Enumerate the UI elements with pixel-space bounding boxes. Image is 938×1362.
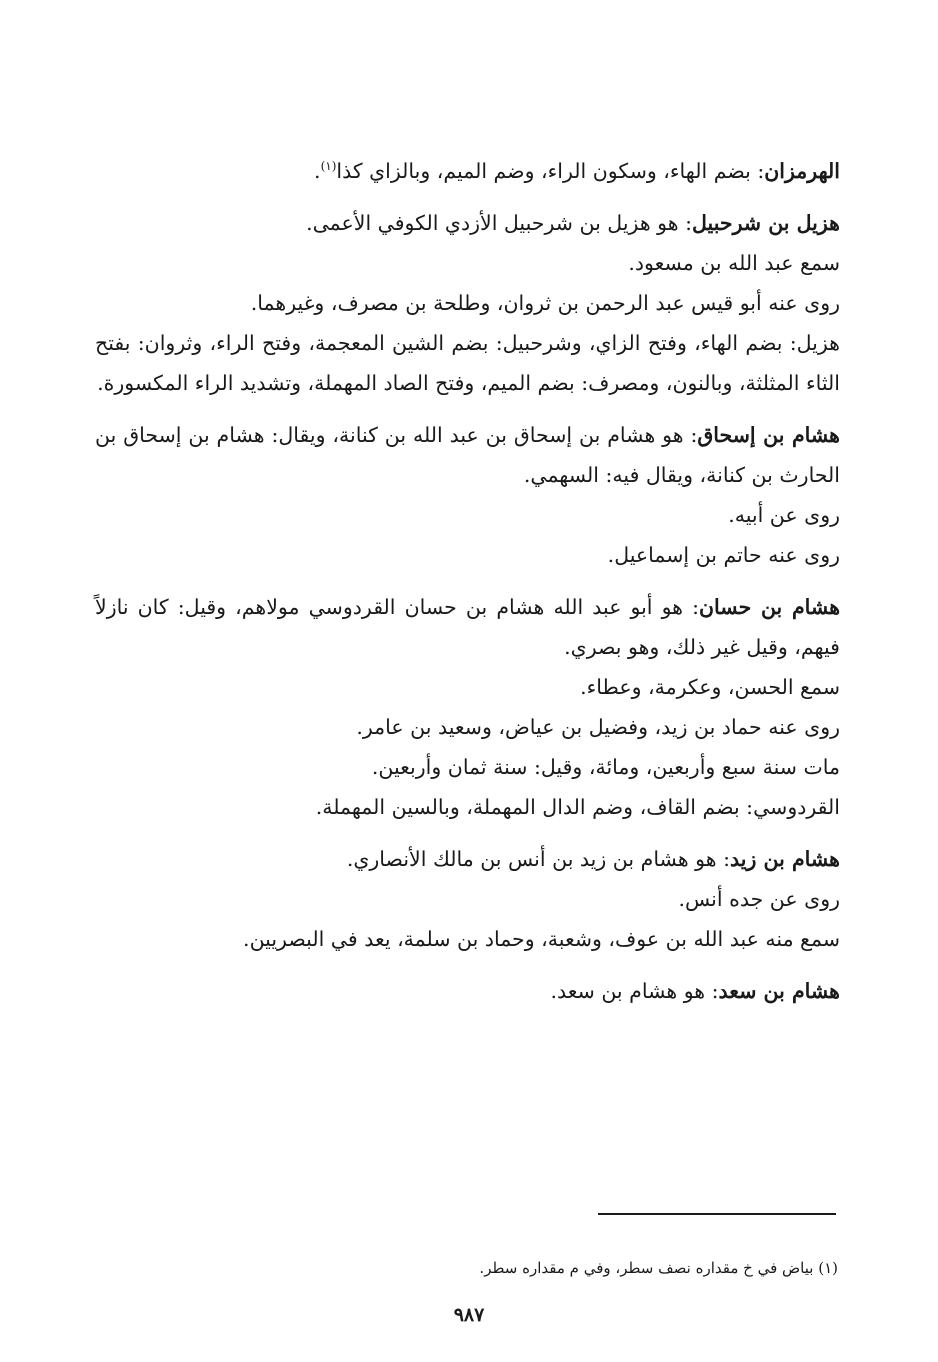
entry-line [95, 535, 840, 575]
entry-name: هشام بن زيد [730, 846, 840, 871]
main-text [95, 146, 840, 1023]
entry-text: مات سنة سبع وأربعين، ومائة، وقيل: سنة ثمان وأربعين. [371, 754, 840, 779]
entry-line [95, 787, 840, 827]
entry-name: هزيل بن شرحبيل [692, 210, 840, 235]
entry-line [95, 667, 840, 707]
entry-text: : هو هزيل بن شرحبيل الأزدي الكوفي الأعمى. [306, 210, 692, 235]
entry-text: هزيل: بضم الهاء، وفتح الزاي، وشرحبيل: بضم الشين المعجمة، وفتح الراء، وثروان: بفتح الثاء المثلثة، وبالنون، ومصرف: بضم الميم، وفتح الصاد المهملة، وتشديد الراء المكسورة. [95, 330, 840, 395]
footnote-marker: (١) [320, 159, 337, 173]
entry-name: هشام بن حسان [698, 594, 841, 619]
entry-line [95, 747, 840, 787]
footnote-separator [598, 1213, 836, 1215]
entry-text: : هو أبو عبد الله هشام بن حسان القردوسي مولاهم، وقيل: كان نازلاً فيهم، وقيل غير ذلك، وهو بصري. [95, 594, 840, 659]
footnote: (١) بياض في خ مقداره نصف سطر، وفي م مقداره سطر. [479, 1259, 838, 1277]
entry-line [95, 495, 840, 535]
entry-heading-line [95, 839, 840, 879]
entry-text: سمع الحسن، وعكرمة، وعطاء. [580, 674, 840, 699]
entry-text: سمع منه عبد الله بن عوف، وشعبة، وحماد بن سلمة، يعد في البصريين. [243, 926, 840, 951]
entry-line [95, 243, 840, 283]
entry-text: : هو هشام بن إسحاق بن عبد الله بن كنانة، ويقال: هشام بن إسحاق بن الحارث بن كنانة، ويقال فيه: السهمي. [95, 422, 840, 487]
entry-heading-line [95, 587, 840, 667]
entry-text: روى عن جده أنس. [678, 886, 840, 911]
entry-text: : هو هشام بن سعد. [550, 978, 719, 1003]
entry-text: روى عن أبيه. [728, 502, 840, 527]
entry-text: روى عنه حماد بن زيد، وفضيل بن عياض، وسعيد بن عامر. [356, 714, 840, 739]
entry-heading-line [95, 971, 840, 1011]
entry-name: هشام بن سعد [718, 978, 840, 1003]
page-number: ٩٨٧ [453, 1304, 485, 1326]
entry-text: سمع عبد الله بن مسعود. [628, 250, 840, 275]
entry-text: : بضم الهاء، وسكون الراء، وضم الميم، وبالزاي كذا [336, 158, 765, 183]
entry-text: روى عنه أبو قيس عبد الرحمن بن ثروان، وطلحة بن مصرف، وغيرهما. [250, 290, 840, 315]
entry-line [95, 707, 840, 747]
entry-heading-line [95, 146, 840, 191]
entry-tail: . [314, 158, 321, 183]
entry-line [95, 919, 840, 959]
entry [95, 203, 840, 403]
entry [95, 971, 840, 1011]
entry [95, 587, 840, 827]
entry-line [95, 879, 840, 919]
entry [95, 839, 840, 959]
entry-heading-line [95, 203, 840, 243]
entry-heading-line [95, 415, 840, 495]
entry-name: هشام بن إسحاق [697, 422, 840, 447]
entry-text: : هو هشام بن زيد بن أنس بن مالك الأنصاري. [346, 846, 730, 871]
entry-text: روى عنه حاتم بن إسماعيل. [607, 542, 840, 567]
entry-line [95, 283, 840, 323]
entry-name: الهرمزان [764, 158, 840, 183]
entry-text: القردوسي: بضم القاف، وضم الدال المهملة، وبالسين المهملة. [315, 794, 840, 819]
entry [95, 415, 840, 575]
entry-line [95, 323, 840, 403]
entry [95, 146, 840, 191]
